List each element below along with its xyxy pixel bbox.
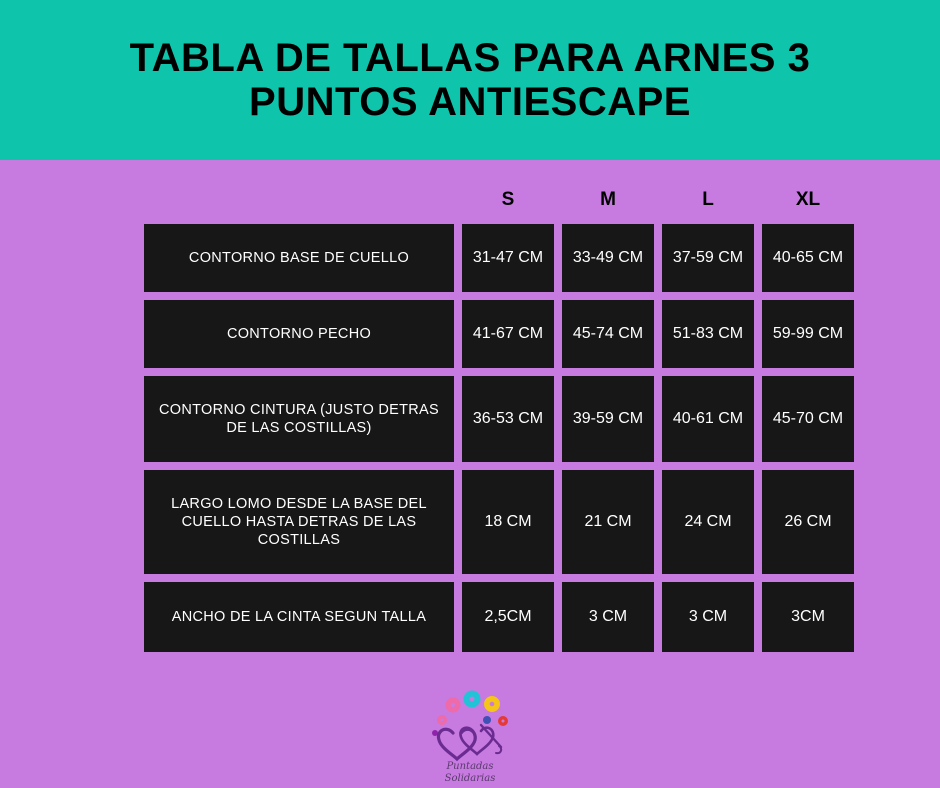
table-corner-cell: [144, 182, 454, 216]
cell-cintura-l: 40-61 CM: [662, 376, 754, 462]
brand-name: [445, 761, 496, 784]
cell-cinta-s: 2,5CM: [462, 582, 554, 652]
cell-lomo-s: 18 CM: [462, 470, 554, 574]
cell-lomo-l: 24 CM: [662, 470, 754, 574]
table-header-row: [144, 182, 854, 216]
brand-name-line2: Solidarias: [444, 772, 496, 784]
column-header-s: S: [501, 189, 515, 210]
cell-pecho-l: 51-83 CM: [662, 300, 754, 368]
header-banner: [0, 0, 940, 160]
cell-cuello-l: 37-59 CM: [662, 224, 754, 292]
cell-cinta-xl: 3CM: [762, 582, 854, 652]
cell-pecho-m: 45-74 CM: [562, 300, 654, 368]
size-table-container: [0, 160, 940, 660]
brand-name-line1: Puntadas: [446, 761, 494, 772]
table-row: [144, 582, 854, 652]
column-header-m: M: [600, 189, 616, 210]
cell-cinta-l: 3 CM: [662, 582, 754, 652]
cell-lomo-xl: 26 CM: [762, 470, 854, 574]
cell-pecho-xl: 59-99 CM: [762, 300, 854, 368]
row-label-ancho-cinta: ANCHO DE LA CINTA SEGUN TALLA: [144, 582, 454, 652]
cell-cinta-m: 3 CM: [562, 582, 654, 652]
table-row: [144, 300, 854, 368]
table-row: [144, 470, 854, 574]
row-label-contorno-pecho: CONTORNO PECHO: [144, 300, 454, 368]
cell-cuello-xl: 40-65 CM: [762, 224, 854, 292]
cell-pecho-s: 41-67 CM: [462, 300, 554, 368]
hearts-logo-icon: [415, 689, 525, 763]
column-header-l: L: [702, 189, 714, 210]
cell-cuello-s: 31-47 CM: [462, 224, 554, 292]
column-header-xl: XL: [795, 189, 821, 210]
size-table: [136, 174, 862, 660]
row-label-contorno-cintura: CONTORNO CINTURA (JUSTO DETRAS DE LAS COSTILLAS): [144, 376, 454, 462]
cell-cuello-m: 33-49 CM: [562, 224, 654, 292]
cell-lomo-m: 21 CM: [562, 470, 654, 574]
brand-logo: [0, 689, 940, 784]
cell-cintura-xl: 45-70 CM: [762, 376, 854, 462]
table-row: [144, 224, 854, 292]
table-row: [144, 376, 854, 462]
cell-cintura-s: 36-53 CM: [462, 376, 554, 462]
page-title: TABLA DE TALLAS PARA ARNES 3 PUNTOS ANTIESCAPE: [129, 36, 811, 124]
row-label-largo-lomo: LARGO LOMO DESDE LA BASE DEL CUELLO HASTA DETRAS DE LAS COSTILLAS: [144, 470, 454, 574]
row-label-contorno-base-de-cuello: CONTORNO BASE DE CUELLO: [144, 224, 454, 292]
cell-cintura-m: 39-59 CM: [562, 376, 654, 462]
